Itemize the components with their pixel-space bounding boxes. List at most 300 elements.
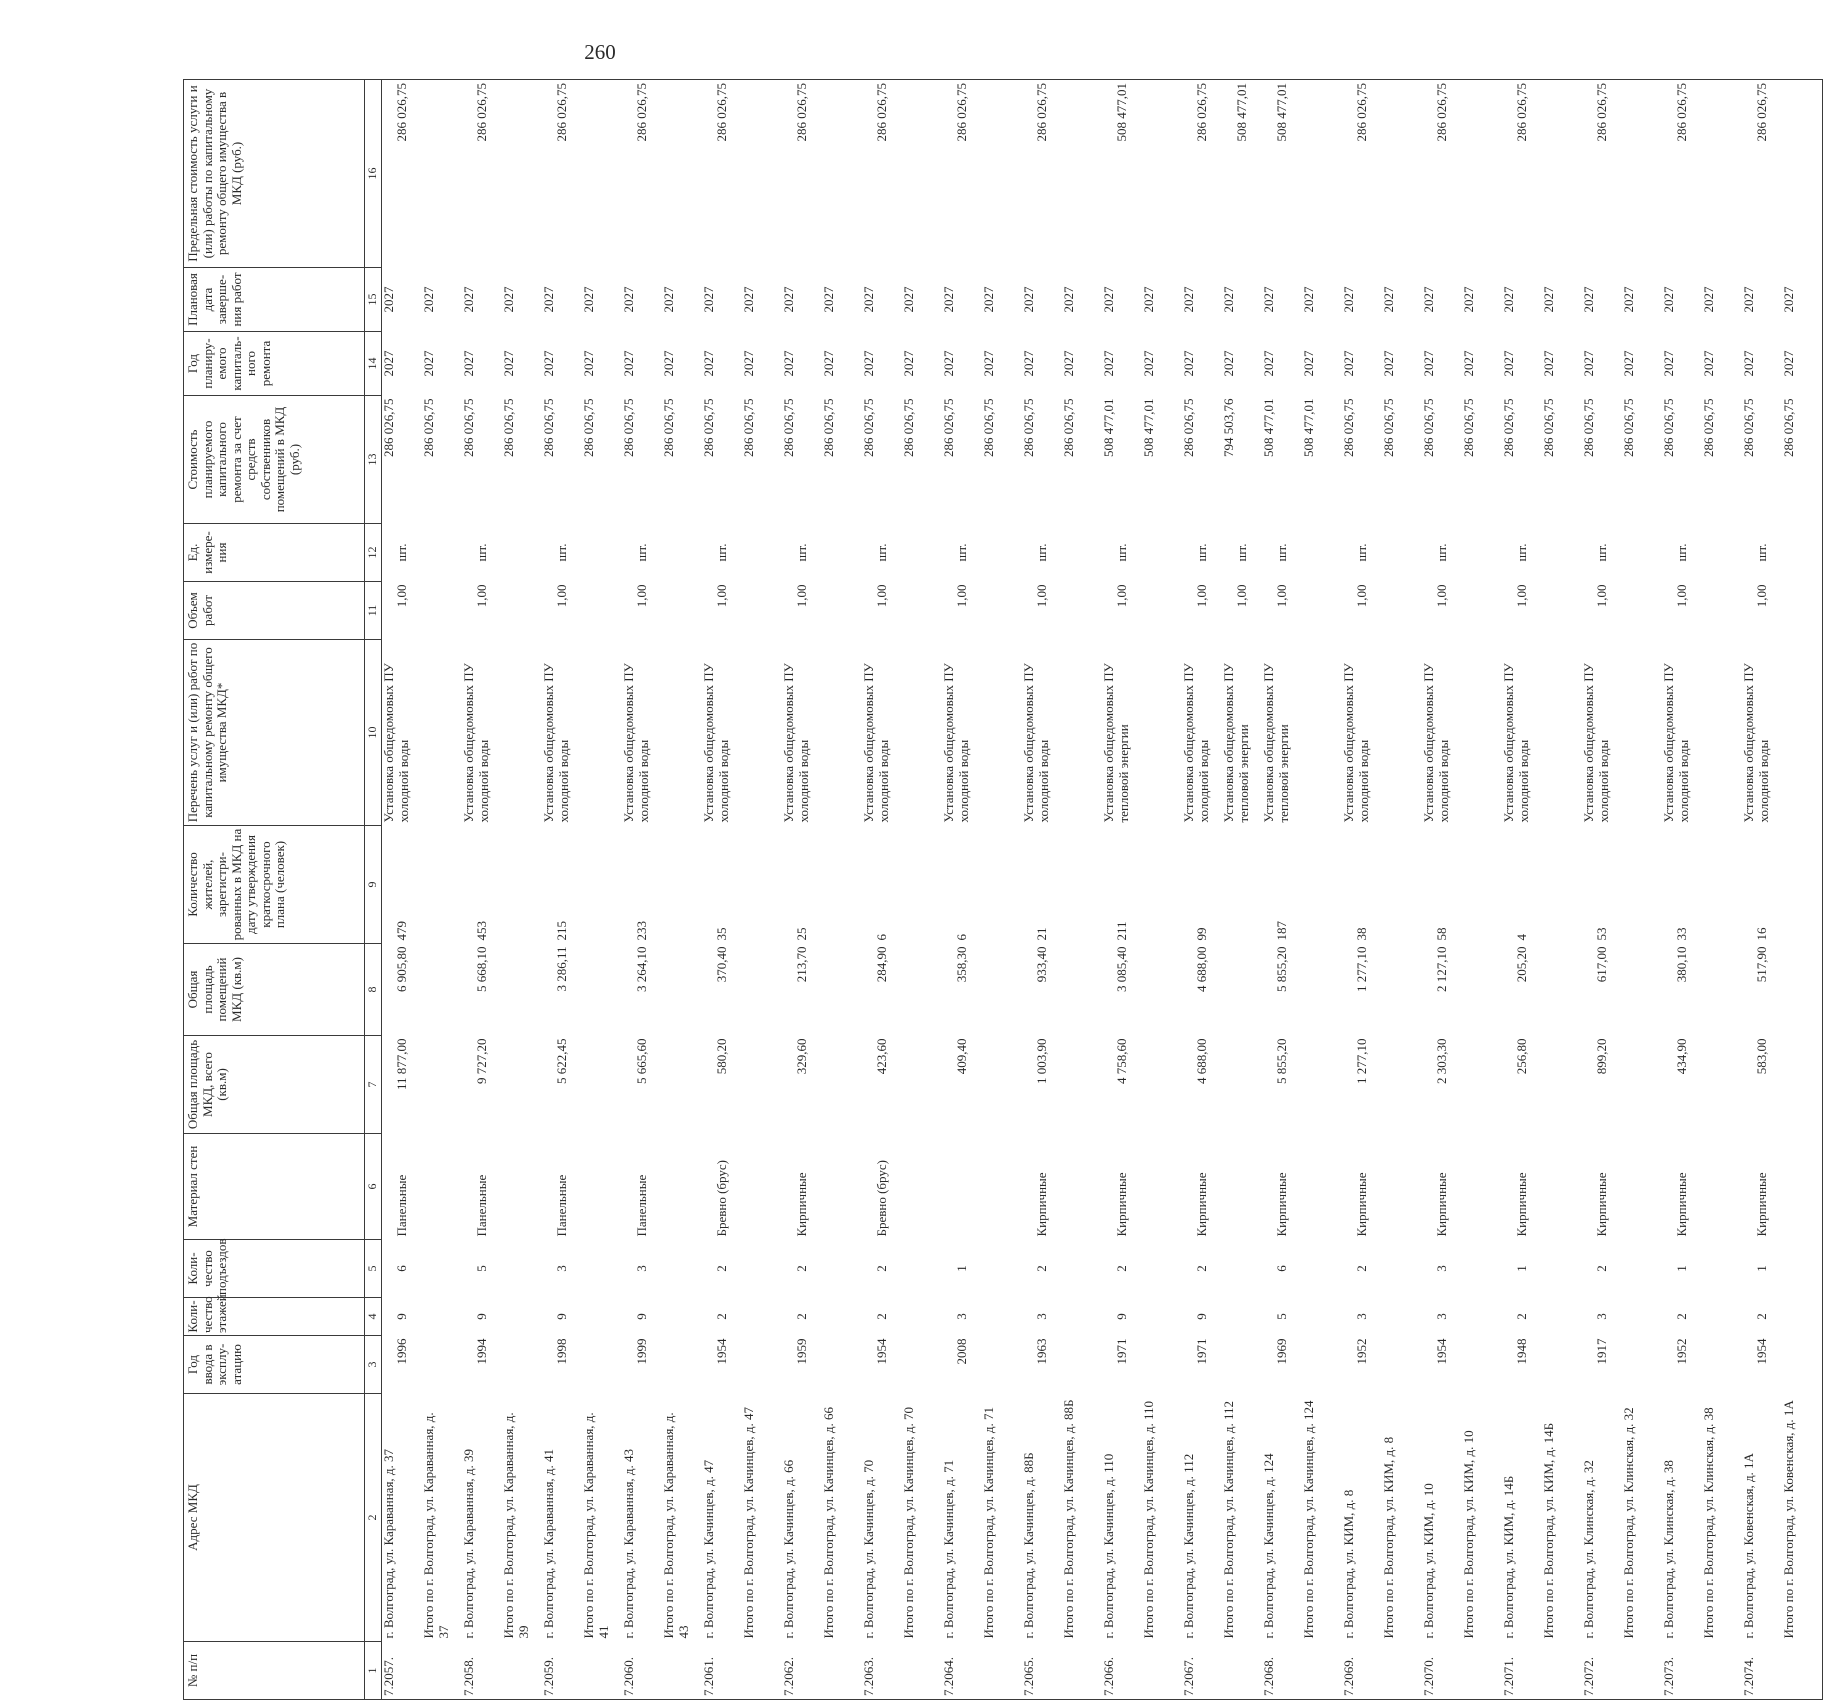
unit-cell xyxy=(582,524,622,582)
total-area-cell: 5 855,20 xyxy=(1274,1038,1289,1084)
cost-cell: 286 026,75 xyxy=(381,398,396,457)
premises-area-cell xyxy=(1702,944,1742,1036)
cost-cell: 286 026,75 xyxy=(421,398,436,457)
floors-cell: 9 xyxy=(394,1313,409,1320)
subtotal-row xyxy=(902,80,942,1700)
total-area-cell: 434,90 xyxy=(1674,1038,1689,1075)
wall-material-cell xyxy=(1302,1134,1342,1240)
address-cell: г. Волгоград, ул. КИМ, д. 8 xyxy=(1341,1489,1356,1639)
row-number: 7.2074. xyxy=(1742,1642,1782,1700)
residents-cell: 6 xyxy=(874,934,889,941)
entrances-cell: 3 xyxy=(1434,1265,1449,1272)
floors-cell: 2 xyxy=(1754,1313,1769,1320)
year-cell: 1954 xyxy=(1754,1338,1769,1365)
premises-area-cell: 517,90 xyxy=(1754,946,1769,983)
wall-material-cell xyxy=(422,1134,462,1240)
max-cost-cell: 286 026,75 xyxy=(1182,80,1222,268)
plan-year-cell: 2027 xyxy=(1581,350,1596,377)
col-number: 7 xyxy=(365,1036,382,1134)
address-cell: г. Волгоград, ул. КИМ, д. 10 xyxy=(1421,1483,1436,1639)
unit-cell: шт. xyxy=(1194,543,1209,562)
end-date-cell: 2027 xyxy=(1101,286,1116,313)
cost-cell: 286 026,75 xyxy=(1541,398,1556,457)
row-number xyxy=(1542,1642,1582,1700)
unit-cell: шт. xyxy=(714,543,729,562)
unit-cell: шт. xyxy=(1234,543,1249,562)
residents-cell xyxy=(422,826,462,944)
subtotal-row xyxy=(1542,80,1582,1700)
end-date-cell: 2027 xyxy=(1701,286,1716,313)
floors-cell xyxy=(742,1298,782,1336)
work-description-cell: Установка общедомовых ПУ холодной воды xyxy=(861,663,891,823)
entrances-cell xyxy=(662,1240,702,1298)
max-cost-cell xyxy=(1382,80,1422,268)
work-volume-cell xyxy=(1782,582,1823,640)
premises-area-cell: 358,30 xyxy=(954,946,969,983)
unit-cell: шт. xyxy=(1594,543,1609,562)
cost-cell: 286 026,75 xyxy=(1421,398,1436,457)
table-row xyxy=(1342,80,1382,1700)
plan-year-cell: 2027 xyxy=(1301,350,1316,377)
page-number: 260 xyxy=(584,40,616,64)
wall-material-cell xyxy=(902,1134,942,1240)
wall-material-cell xyxy=(1542,1134,1582,1240)
address-cell: Итого по г. Волгоград, ул. КИМ, д. 14Б xyxy=(1541,1422,1556,1639)
wall-material-cell: Бревно (брус) xyxy=(714,1160,729,1237)
end-date-cell: 2027 xyxy=(1301,286,1316,313)
row-number: 7.2070. xyxy=(1422,1642,1462,1700)
row-number: 7.2068. xyxy=(1262,1642,1302,1700)
max-cost-cell: 286 026,75 xyxy=(942,80,982,268)
row-number xyxy=(1702,1642,1742,1700)
premises-area-cell: 5 668,10 xyxy=(474,946,489,992)
plan-year-cell: 2027 xyxy=(1221,350,1236,377)
table-row xyxy=(1502,80,1542,1700)
end-date-cell: 2027 xyxy=(461,286,476,313)
residents-cell: 233 xyxy=(634,921,649,941)
work-description-cell xyxy=(1462,640,1502,826)
entrances-cell: 2 xyxy=(1594,1265,1609,1272)
unit-cell xyxy=(1462,524,1502,582)
year-cell: 1954 xyxy=(714,1338,729,1365)
premises-area-cell: 3 085,40 xyxy=(1114,946,1129,992)
year-cell xyxy=(742,1336,782,1394)
unit-cell: шт. xyxy=(634,543,649,562)
year-cell: 1994 xyxy=(474,1338,489,1365)
cost-cell: 286 026,75 xyxy=(1782,396,1823,524)
premises-area-cell xyxy=(1062,944,1102,1036)
total-area-cell: 5 622,45 xyxy=(554,1038,569,1084)
premises-area-cell xyxy=(1302,944,1342,1036)
subtotal-row xyxy=(1782,80,1823,1700)
residents-cell xyxy=(1062,826,1102,944)
work-volume-cell xyxy=(1702,582,1742,640)
row-number: 7.2060. xyxy=(622,1642,662,1700)
year-cell: 1996 xyxy=(394,1338,409,1365)
rotated-table-container xyxy=(183,80,1796,1700)
plan-year-cell: 2027 xyxy=(621,350,636,377)
year-cell: 1952 xyxy=(1354,1338,1369,1365)
end-date-cell: 2027 xyxy=(621,286,636,313)
wall-material-cell xyxy=(582,1134,622,1240)
wall-material-cell xyxy=(1622,1134,1662,1240)
col-header: Стоимость планируемого капитального ремонта за счет средств собственников помещений в МКД (руб.) xyxy=(184,396,365,524)
work-volume-cell: 1,00 xyxy=(1594,584,1609,608)
premises-area-cell: 4 688,00 xyxy=(1194,946,1209,992)
entrances-cell xyxy=(1222,1240,1262,1298)
wall-material-cell: Кирпичные xyxy=(1194,1172,1209,1237)
end-date-cell: 2027 xyxy=(1341,286,1356,313)
address-cell: Итого по г. Волгоград, ул. Качинцев, д. 88Б xyxy=(1061,1399,1076,1639)
max-cost-cell xyxy=(1062,80,1102,268)
col-number: 5 xyxy=(365,1240,382,1298)
premises-area-cell: 1 277,10 xyxy=(1354,946,1369,992)
max-cost-cell xyxy=(662,80,702,268)
end-date-cell: 2027 xyxy=(381,286,396,313)
subtotal-row xyxy=(662,80,702,1700)
wall-material-cell: Кирпичные xyxy=(1434,1172,1449,1237)
row-number: 7.2066. xyxy=(1102,1642,1142,1700)
col-number: 9 xyxy=(365,826,382,944)
plan-year-cell: 2027 xyxy=(741,350,756,377)
address-cell: г. Волгоград, ул. Караванная, д. 43 xyxy=(621,1448,636,1639)
wall-material-cell: Панельные xyxy=(634,1174,649,1237)
plan-year-cell: 2027 xyxy=(861,350,876,377)
address-cell: Итого по г. Волгоград, ул. КИМ, д. 10 xyxy=(1461,1430,1476,1639)
row-number xyxy=(1622,1642,1662,1700)
work-description-cell: Установка общедомовых ПУ холодной воды xyxy=(381,663,411,823)
work-volume-cell: 1,00 xyxy=(954,584,969,608)
cost-cell: 508 477,01 xyxy=(1141,398,1156,457)
col-header: Количество жителей, зарегистри-рованных в МКД на дату утверждения краткосрочного плана (человек) xyxy=(184,826,365,944)
work-volume-cell xyxy=(1622,582,1662,640)
row-number xyxy=(902,1642,942,1700)
entrances-cell xyxy=(742,1240,782,1298)
wall-material-cell xyxy=(822,1134,862,1240)
premises-area-cell xyxy=(1222,944,1262,1036)
premises-area-cell: 617,00 xyxy=(1594,946,1609,983)
address-cell: г. Волгоград, ул. Качинцев, д. 66 xyxy=(781,1459,796,1639)
premises-area-cell xyxy=(1782,944,1823,1036)
row-number: 7.2073. xyxy=(1662,1642,1702,1700)
row-number: 7.2059. xyxy=(542,1642,582,1700)
cost-cell: 286 026,75 xyxy=(1581,398,1596,457)
end-date-cell: 2027 xyxy=(1581,286,1596,313)
end-date-cell: 2027 xyxy=(701,286,716,313)
address-cell: Итого по г. Волгоград, ул. Качинцев, д. 70 xyxy=(901,1406,916,1639)
residents-cell: 453 xyxy=(474,921,489,941)
unit-cell xyxy=(1622,524,1662,582)
row-number: 7.2064. xyxy=(942,1642,982,1700)
max-cost-cell xyxy=(902,80,942,268)
max-cost-cell: 286 026,75 xyxy=(622,80,662,268)
table-row xyxy=(1182,80,1222,1700)
entrances-cell: 6 xyxy=(394,1265,409,1272)
max-cost-cell xyxy=(1622,80,1662,268)
plan-year-cell: 2027 xyxy=(781,350,796,377)
address-cell: Итого по г. Волгоград, ул. Клинская, д. 32 xyxy=(1621,1407,1636,1639)
residents-cell: 38 xyxy=(1354,927,1369,941)
wall-material-cell: Кирпичные xyxy=(1674,1172,1689,1237)
plan-year-cell: 2027 xyxy=(381,350,396,377)
floors-cell xyxy=(902,1298,942,1336)
cost-cell: 286 026,75 xyxy=(941,398,956,457)
work-description-cell: Установка общедомовых ПУ холодной воды xyxy=(1661,663,1691,823)
work-description-cell: Установка общедомовых ПУ холодной воды xyxy=(1021,663,1051,823)
unit-cell: шт. xyxy=(554,543,569,562)
end-date-cell: 2027 xyxy=(821,286,836,313)
plan-year-cell: 2027 xyxy=(1341,350,1356,377)
floors-cell xyxy=(982,1298,1022,1336)
unit-cell: шт. xyxy=(1434,543,1449,562)
table-row xyxy=(782,80,822,1700)
max-cost-cell xyxy=(502,80,542,268)
plan-year-cell: 2027 xyxy=(501,350,516,377)
address-cell: Итого по г. Волгоград, ул. Качинцев, д. 110 xyxy=(1141,1400,1156,1639)
total-area-cell: 1 277,10 xyxy=(1354,1038,1369,1084)
col-header: Плановая дата заверше-ния работ xyxy=(184,268,365,332)
col-number: 11 xyxy=(365,582,382,640)
subtotal-row xyxy=(1222,80,1262,1700)
work-volume-cell: 1,00 xyxy=(1674,584,1689,608)
row-number: 7.2058. xyxy=(462,1642,502,1700)
year-cell: 1999 xyxy=(634,1338,649,1365)
col-header: Год планиру-емого капиталь-ного ремонта xyxy=(184,332,365,396)
max-cost-cell xyxy=(742,80,782,268)
premises-area-cell xyxy=(1542,944,1582,1036)
end-date-cell: 2027 xyxy=(1541,286,1556,313)
work-volume-cell xyxy=(1542,582,1582,640)
col-number: 6 xyxy=(365,1134,382,1240)
residents-cell xyxy=(1782,826,1823,944)
work-volume-cell: 1,00 xyxy=(1354,584,1369,608)
residents-cell: 25 xyxy=(794,927,809,941)
row-number: 7.2071. xyxy=(1502,1642,1542,1700)
max-cost-cell: 286 026,75 xyxy=(1022,80,1062,268)
work-volume-cell xyxy=(1302,582,1342,640)
work-description-cell xyxy=(662,640,702,826)
floors-cell xyxy=(822,1298,862,1336)
work-description-cell: Установка общедомовых ПУ холодной воды xyxy=(941,663,971,823)
floors-cell xyxy=(1782,1298,1823,1336)
address-cell: г. Волгоград, ул. Клинская, д. 38 xyxy=(1661,1460,1676,1639)
entrances-cell: 1 xyxy=(1754,1265,1769,1272)
end-date-cell: 2027 xyxy=(421,286,436,313)
max-cost-cell: 508 477,01 xyxy=(1262,80,1302,268)
wall-material-cell: Кирпичные xyxy=(1274,1172,1289,1237)
cost-cell: 286 026,75 xyxy=(701,398,716,457)
end-date-cell: 2027 xyxy=(781,286,796,313)
cost-cell: 286 026,75 xyxy=(1181,398,1196,457)
max-cost-cell: 286 026,75 xyxy=(542,80,582,268)
work-volume-cell xyxy=(422,582,462,640)
wall-material-cell xyxy=(1462,1134,1502,1240)
total-area-cell xyxy=(1542,1036,1582,1134)
entrances-cell xyxy=(422,1240,462,1298)
total-area-cell: 256,80 xyxy=(1514,1038,1529,1075)
residents-cell: 33 xyxy=(1674,927,1689,941)
total-area-cell xyxy=(822,1036,862,1134)
residents-cell xyxy=(982,826,1022,944)
total-area-cell xyxy=(902,1036,942,1134)
entrances-cell xyxy=(1382,1240,1422,1298)
address-cell: Итого по г. Волгоград, ул. Качинцев, д. 47 xyxy=(741,1406,756,1639)
address-cell: Итого по г. Волгоград, ул. Караванная, д. 41 xyxy=(581,1412,611,1639)
plan-year-cell: 2027 xyxy=(701,350,716,377)
unit-cell xyxy=(1142,524,1182,582)
premises-area-cell xyxy=(902,944,942,1036)
total-area-cell: 1 003,90 xyxy=(1034,1038,1049,1084)
subtotal-row xyxy=(1462,80,1502,1700)
unit-cell: шт. xyxy=(794,543,809,562)
plan-year-cell: 2027 xyxy=(901,350,916,377)
subtotal-row xyxy=(1382,80,1422,1700)
col-number: 14 xyxy=(365,332,382,396)
entrances-cell xyxy=(1062,1240,1102,1298)
plan-year-cell: 2027 xyxy=(1101,350,1116,377)
premises-area-cell xyxy=(502,944,542,1036)
premises-area-cell: 380,10 xyxy=(1674,946,1689,983)
address-cell: Итого по г. Волгоград, ул. Караванная, д. 39 xyxy=(501,1412,531,1639)
max-cost-cell xyxy=(1542,80,1582,268)
residents-cell: 187 xyxy=(1274,921,1289,941)
table-row xyxy=(1022,80,1062,1700)
premises-area-cell xyxy=(422,944,462,1036)
table-row xyxy=(462,80,502,1700)
col-number: 12 xyxy=(365,524,382,582)
cost-cell: 286 026,75 xyxy=(981,398,996,457)
row-number: 7.2069. xyxy=(1342,1642,1382,1700)
work-description-cell: Установка общедомовых ПУ тепловой энергии xyxy=(1261,663,1291,823)
row-number xyxy=(662,1642,702,1700)
floors-cell: 2 xyxy=(1674,1313,1689,1320)
wall-material-cell xyxy=(982,1134,1022,1240)
address-cell: Итого по г. Волгоград, ул. Клинская, д. 38 xyxy=(1701,1407,1716,1639)
total-area-cell xyxy=(742,1036,782,1134)
unit-cell xyxy=(822,524,862,582)
premises-area-cell: 5 855,20 xyxy=(1274,946,1289,992)
address-cell: г. Волгоград, ул. Караванная, д. 41 xyxy=(541,1448,556,1639)
premises-area-cell xyxy=(982,944,1022,1036)
wall-material-cell: Кирпичные xyxy=(1594,1172,1609,1237)
column-number-row xyxy=(365,80,382,1700)
end-date-cell: 2027 xyxy=(1381,286,1396,313)
address-cell: г. Волгоград, ул. КИМ, д. 14Б xyxy=(1501,1475,1516,1639)
row-number xyxy=(1782,1642,1823,1700)
wall-material-cell xyxy=(1702,1134,1742,1240)
work-volume-cell: 1,00 xyxy=(1274,584,1289,608)
row-number: 7.2067. xyxy=(1182,1642,1222,1700)
entrances-cell xyxy=(582,1240,622,1298)
floors-cell xyxy=(662,1298,702,1336)
plan-year-cell: 2027 xyxy=(1261,350,1276,377)
unit-cell: шт. xyxy=(1674,543,1689,562)
floors-cell: 2 xyxy=(714,1313,729,1320)
entrances-cell: 2 xyxy=(1114,1265,1129,1272)
entrances-cell: 2 xyxy=(794,1265,809,1272)
subtotal-row xyxy=(582,80,622,1700)
end-date-cell: 2027 xyxy=(661,286,676,313)
col-number: 15 xyxy=(365,268,382,332)
entrances-cell: 2 xyxy=(714,1265,729,1272)
col-number: 2 xyxy=(365,1394,382,1642)
floors-cell: 3 xyxy=(1594,1313,1609,1320)
entrances-cell xyxy=(982,1240,1022,1298)
col-header: Предельная стоимость услуги и (или) работы по капитальному ремонту общего имущества в МКД (руб.) xyxy=(184,80,365,268)
total-area-cell: 9 727,20 xyxy=(474,1038,489,1084)
work-volume-cell: 1,00 xyxy=(394,584,409,608)
residents-cell xyxy=(1382,826,1422,944)
cost-cell: 286 026,75 xyxy=(501,398,516,457)
plan-year-cell: 2027 xyxy=(661,350,676,377)
max-cost-cell: 286 026,75 xyxy=(702,80,742,268)
plan-year-cell: 2027 xyxy=(421,350,436,377)
max-cost-cell xyxy=(822,80,862,268)
table-row xyxy=(862,80,902,1700)
end-date-cell: 2027 xyxy=(1021,286,1036,313)
total-area-cell: 423,60 xyxy=(874,1038,889,1075)
subtotal-row xyxy=(1702,80,1742,1700)
work-volume-cell: 1,00 xyxy=(874,584,889,608)
col-number: 8 xyxy=(365,944,382,1036)
year-cell: 1971 xyxy=(1194,1338,1209,1365)
cost-cell: 794 503,76 xyxy=(1221,398,1236,457)
total-area-cell: 2 303,30 xyxy=(1434,1038,1449,1084)
unit-cell: шт. xyxy=(1034,543,1049,562)
wall-material-cell xyxy=(1382,1134,1422,1240)
col-header: № п/п xyxy=(184,1642,365,1700)
premises-area-cell: 6 905,80 xyxy=(394,946,409,992)
max-cost-cell: 286 026,75 xyxy=(1662,80,1702,268)
residents-cell: 6 xyxy=(954,934,969,941)
work-description-cell: Установка общедомовых ПУ холодной воды xyxy=(781,663,811,823)
cost-cell: 508 477,01 xyxy=(1261,398,1276,457)
unit-cell xyxy=(742,524,782,582)
work-description-cell: Установка общедомовых ПУ тепловой энергии xyxy=(1101,663,1131,823)
floors-cell xyxy=(1302,1298,1342,1336)
premises-area-cell xyxy=(1142,944,1182,1036)
work-volume-cell xyxy=(582,582,622,640)
entrances-cell: 1 xyxy=(1514,1265,1529,1272)
work-description-cell xyxy=(1302,640,1342,826)
table-row xyxy=(382,80,423,1700)
subtotal-row xyxy=(742,80,782,1700)
work-description-cell xyxy=(1382,640,1422,826)
work-description-cell: Установка общедомовых ПУ холодной воды xyxy=(541,663,571,823)
year-cell: 1954 xyxy=(1434,1338,1449,1365)
plan-year-cell: 2027 xyxy=(1181,350,1196,377)
total-area-cell xyxy=(422,1036,462,1134)
table-row xyxy=(622,80,662,1700)
year-cell: 1952 xyxy=(1674,1338,1689,1365)
col-header: Год ввода в эксплу-атацию xyxy=(184,1336,365,1394)
cost-cell: 286 026,75 xyxy=(621,398,636,457)
address-cell: г. Волгоград, ул. Караванная, д. 39 xyxy=(461,1448,476,1639)
row-number xyxy=(1382,1642,1422,1700)
total-area-cell xyxy=(1302,1036,1342,1134)
work-volume-cell: 1,00 xyxy=(794,584,809,608)
floors-cell: 2 xyxy=(794,1313,809,1320)
max-cost-cell xyxy=(1782,80,1823,268)
residents-cell: 58 xyxy=(1434,927,1449,941)
premises-area-cell xyxy=(822,944,862,1036)
residents-cell: 4 xyxy=(1514,934,1529,941)
floors-cell xyxy=(422,1298,462,1336)
entrances-cell: 1 xyxy=(1674,1265,1689,1272)
year-cell xyxy=(1142,1336,1182,1394)
cost-cell: 286 026,75 xyxy=(1381,398,1396,457)
row-number xyxy=(502,1642,542,1700)
